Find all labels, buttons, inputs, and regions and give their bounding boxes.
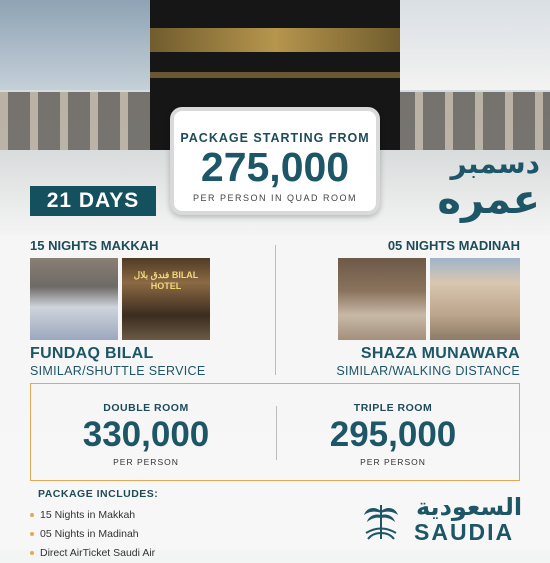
makkah-room-photo (30, 258, 118, 340)
madinah-hotel-note: SIMILAR/WALKING DISTANCE (336, 364, 520, 378)
palm-swords-icon (358, 499, 404, 545)
saudia-wordmark: SAUDIA (414, 519, 515, 545)
triple-room-note: PER PERSON (360, 457, 426, 467)
double-room-note: PER PERSON (113, 457, 179, 467)
bilal-hotel-sign: فندق بلال BILAL HOTEL (133, 270, 199, 291)
triple-room (293, 402, 493, 467)
triple-room-label: TRIPLE ROOM (353, 402, 433, 414)
starting-price-box (170, 107, 380, 215)
room-prices-box (30, 383, 520, 481)
package-includes-title: PACKAGE INCLUDES: (38, 488, 159, 500)
makkah-hotel-name: FUNDAQ BILAL (30, 345, 154, 362)
madinah-nights: 05 NIGHTS MADINAH (387, 238, 520, 253)
duration-badge: 21 DAYS (30, 186, 156, 216)
divider (275, 245, 276, 375)
shaza-hotel-photo (430, 258, 520, 340)
makkah-hotel-note: SIMILAR/SHUTTLE SERVICE (30, 364, 206, 378)
room-divider (276, 406, 277, 460)
saudia-arabic-wordmark: السعودية (416, 493, 523, 521)
madinah-hotel-name: SHAZA MUNAWARA (360, 345, 520, 362)
saudia-logo (358, 493, 528, 547)
makkah-nights: 15 NIGHTS MAKKAH (30, 238, 159, 253)
arabic-month: دسمبر (450, 147, 540, 180)
list-item: Direct AirTicket Saudi Air (30, 544, 155, 563)
starting-price: 275,000 (200, 144, 350, 190)
triple-room-price: 295,000 (329, 415, 457, 454)
arabic-umrah: عمره (437, 177, 540, 223)
starting-price-note: PER PERSON IN QUAD ROOM (192, 193, 357, 203)
list-item: 15 Nights in Makkah (30, 506, 155, 525)
package-starting-label: PACKAGE STARTING FROM (180, 131, 370, 145)
arabic-title (410, 147, 540, 223)
double-room-price: 330,000 (82, 415, 210, 454)
list-item: 05 Nights in Madinah (30, 525, 155, 544)
package-includes-list (30, 506, 155, 563)
double-room (46, 402, 246, 467)
madinah-room-photo (338, 258, 426, 340)
double-room-label: DOUBLE ROOM (103, 402, 189, 414)
